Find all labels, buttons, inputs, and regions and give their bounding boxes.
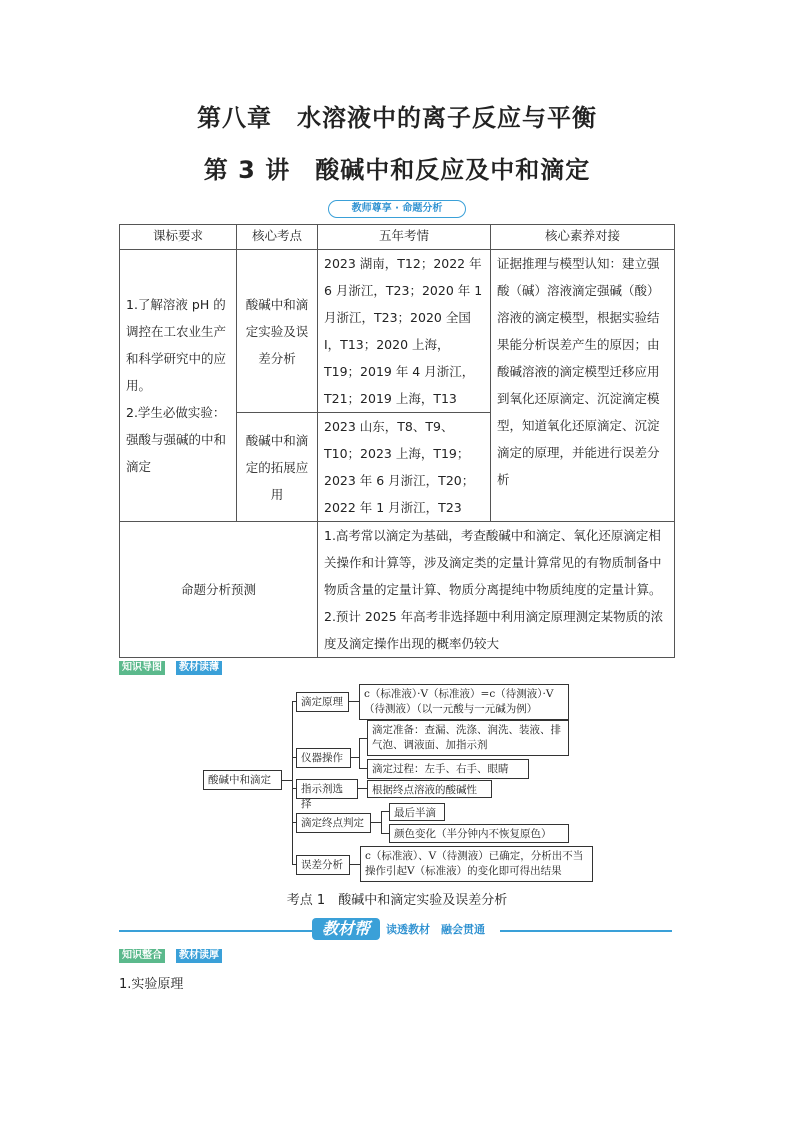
mm-n3: 指示剂选择: [296, 779, 358, 799]
lesson-title: 第 3 讲 酸碱中和反应及中和滴定: [203, 156, 591, 184]
banner-subtitle: 读透教材 融会贯通: [386, 923, 485, 936]
header-history: 五年考情: [318, 225, 491, 250]
mm-n4b: 颜色变化（半分钟内不恢复原色）: [389, 824, 569, 843]
forecast-label: 命题分析预测: [120, 522, 318, 658]
mm-n5a: c（标准液）、V（待测液）已确定，分析出不当操作引起V（标准液）的变化即可得出结果: [360, 846, 593, 882]
header-literacy: 核心素养对接: [491, 225, 675, 250]
tag-knowledge-integration: 知识整合: [119, 949, 165, 963]
header-requirement: 课标要求: [120, 225, 237, 250]
literacy-cell: 证据推理与模型认知：建立强酸（碱）溶液滴定强碱（酸）溶液的滴定模型，根据实验结果能分析误差产生的原因；由酸碱溶液的滴定模型迁移应用到氧化还原滴定、沉淀滴定模型，知道氧化还原滴定、沉淀滴定的原理，并能进行误差分析: [491, 250, 675, 522]
banner-line-right: [500, 930, 672, 932]
mm-n1a: c（标准液）·V（标准液）=c（待测液）·V（待测液）（以一元酸与一元碱为例）: [359, 684, 569, 720]
mm-n3a: 根据终点溶液的酸碱性: [367, 780, 492, 798]
mm-n2a: 滴定准备：查漏、洗涤、润洗、装液、排气泡、调液面、加指示剂: [367, 720, 569, 756]
section-heading: 1.实验原理: [119, 977, 184, 992]
mm-n2: 仪器操作: [296, 748, 351, 768]
tag-textbook-thick: 教材读厚: [176, 949, 222, 963]
mm-n4: 滴定终点判定: [296, 813, 371, 833]
curriculum-table: [119, 224, 675, 658]
history-cell-2: 2023 山东，T8、T9、T10；2023 上海，T19；2023 年 6 月浙江，T20；2022 年 1 月浙江，T23: [318, 413, 491, 522]
tag-textbook-thin: 教材读薄: [176, 661, 222, 675]
mm-n5: 误差分析: [296, 855, 350, 875]
point-cell-2: 酸碱中和滴定的拓展应用: [237, 413, 318, 522]
mm-n1: 滴定原理: [296, 692, 349, 712]
requirement-cell: 1.了解溶液 pH 的调控在工农业生产和科学研究中的应用。 2.学生必做实验：强酸与强碱的中和滴定: [120, 250, 237, 522]
point-cell-1: 酸碱中和滴定实验及误差分析: [237, 250, 318, 413]
textbook-banner: 教材帮: [312, 918, 380, 940]
banner-line-left: [119, 930, 312, 932]
section-caption: 考点 1 酸碱中和滴定实验及误差分析: [286, 893, 508, 908]
mm-n2b: 滴定过程：左手、右手、眼睛: [367, 759, 529, 779]
history-cell-1: 2023 湖南，T12；2022 年 6 月浙江，T23；2020 年 1 月浙江，T23；2020 全国Ⅰ，T13；2020 上海，T19；2019 年 4 月浙江，T21；2019 上海，T13: [318, 250, 491, 413]
mm-root: 酸碱中和滴定: [203, 770, 282, 790]
mm-n4a: 最后半滴: [389, 803, 445, 821]
forecast-cell: 1.高考常以滴定为基础，考查酸碱中和滴定、氧化还原滴定相关操作和计算等，涉及滴定类的定量计算常见的有物质制备中物质含量的定量计算、物质分离提纯中物质纯度的定量计算。 2.预计 2025 年高考非选择题中利用滴定原理测定某物质的浓度及滴定操作出现的概率仍较大: [318, 522, 675, 658]
header-point: 核心考点: [237, 225, 318, 250]
chapter-title: 第八章 水溶液中的离子反应与平衡: [197, 104, 597, 132]
teacher-pill: 教师尊享 · 命题分析: [328, 200, 466, 218]
tag-knowledge-map: 知识导图: [119, 661, 165, 675]
